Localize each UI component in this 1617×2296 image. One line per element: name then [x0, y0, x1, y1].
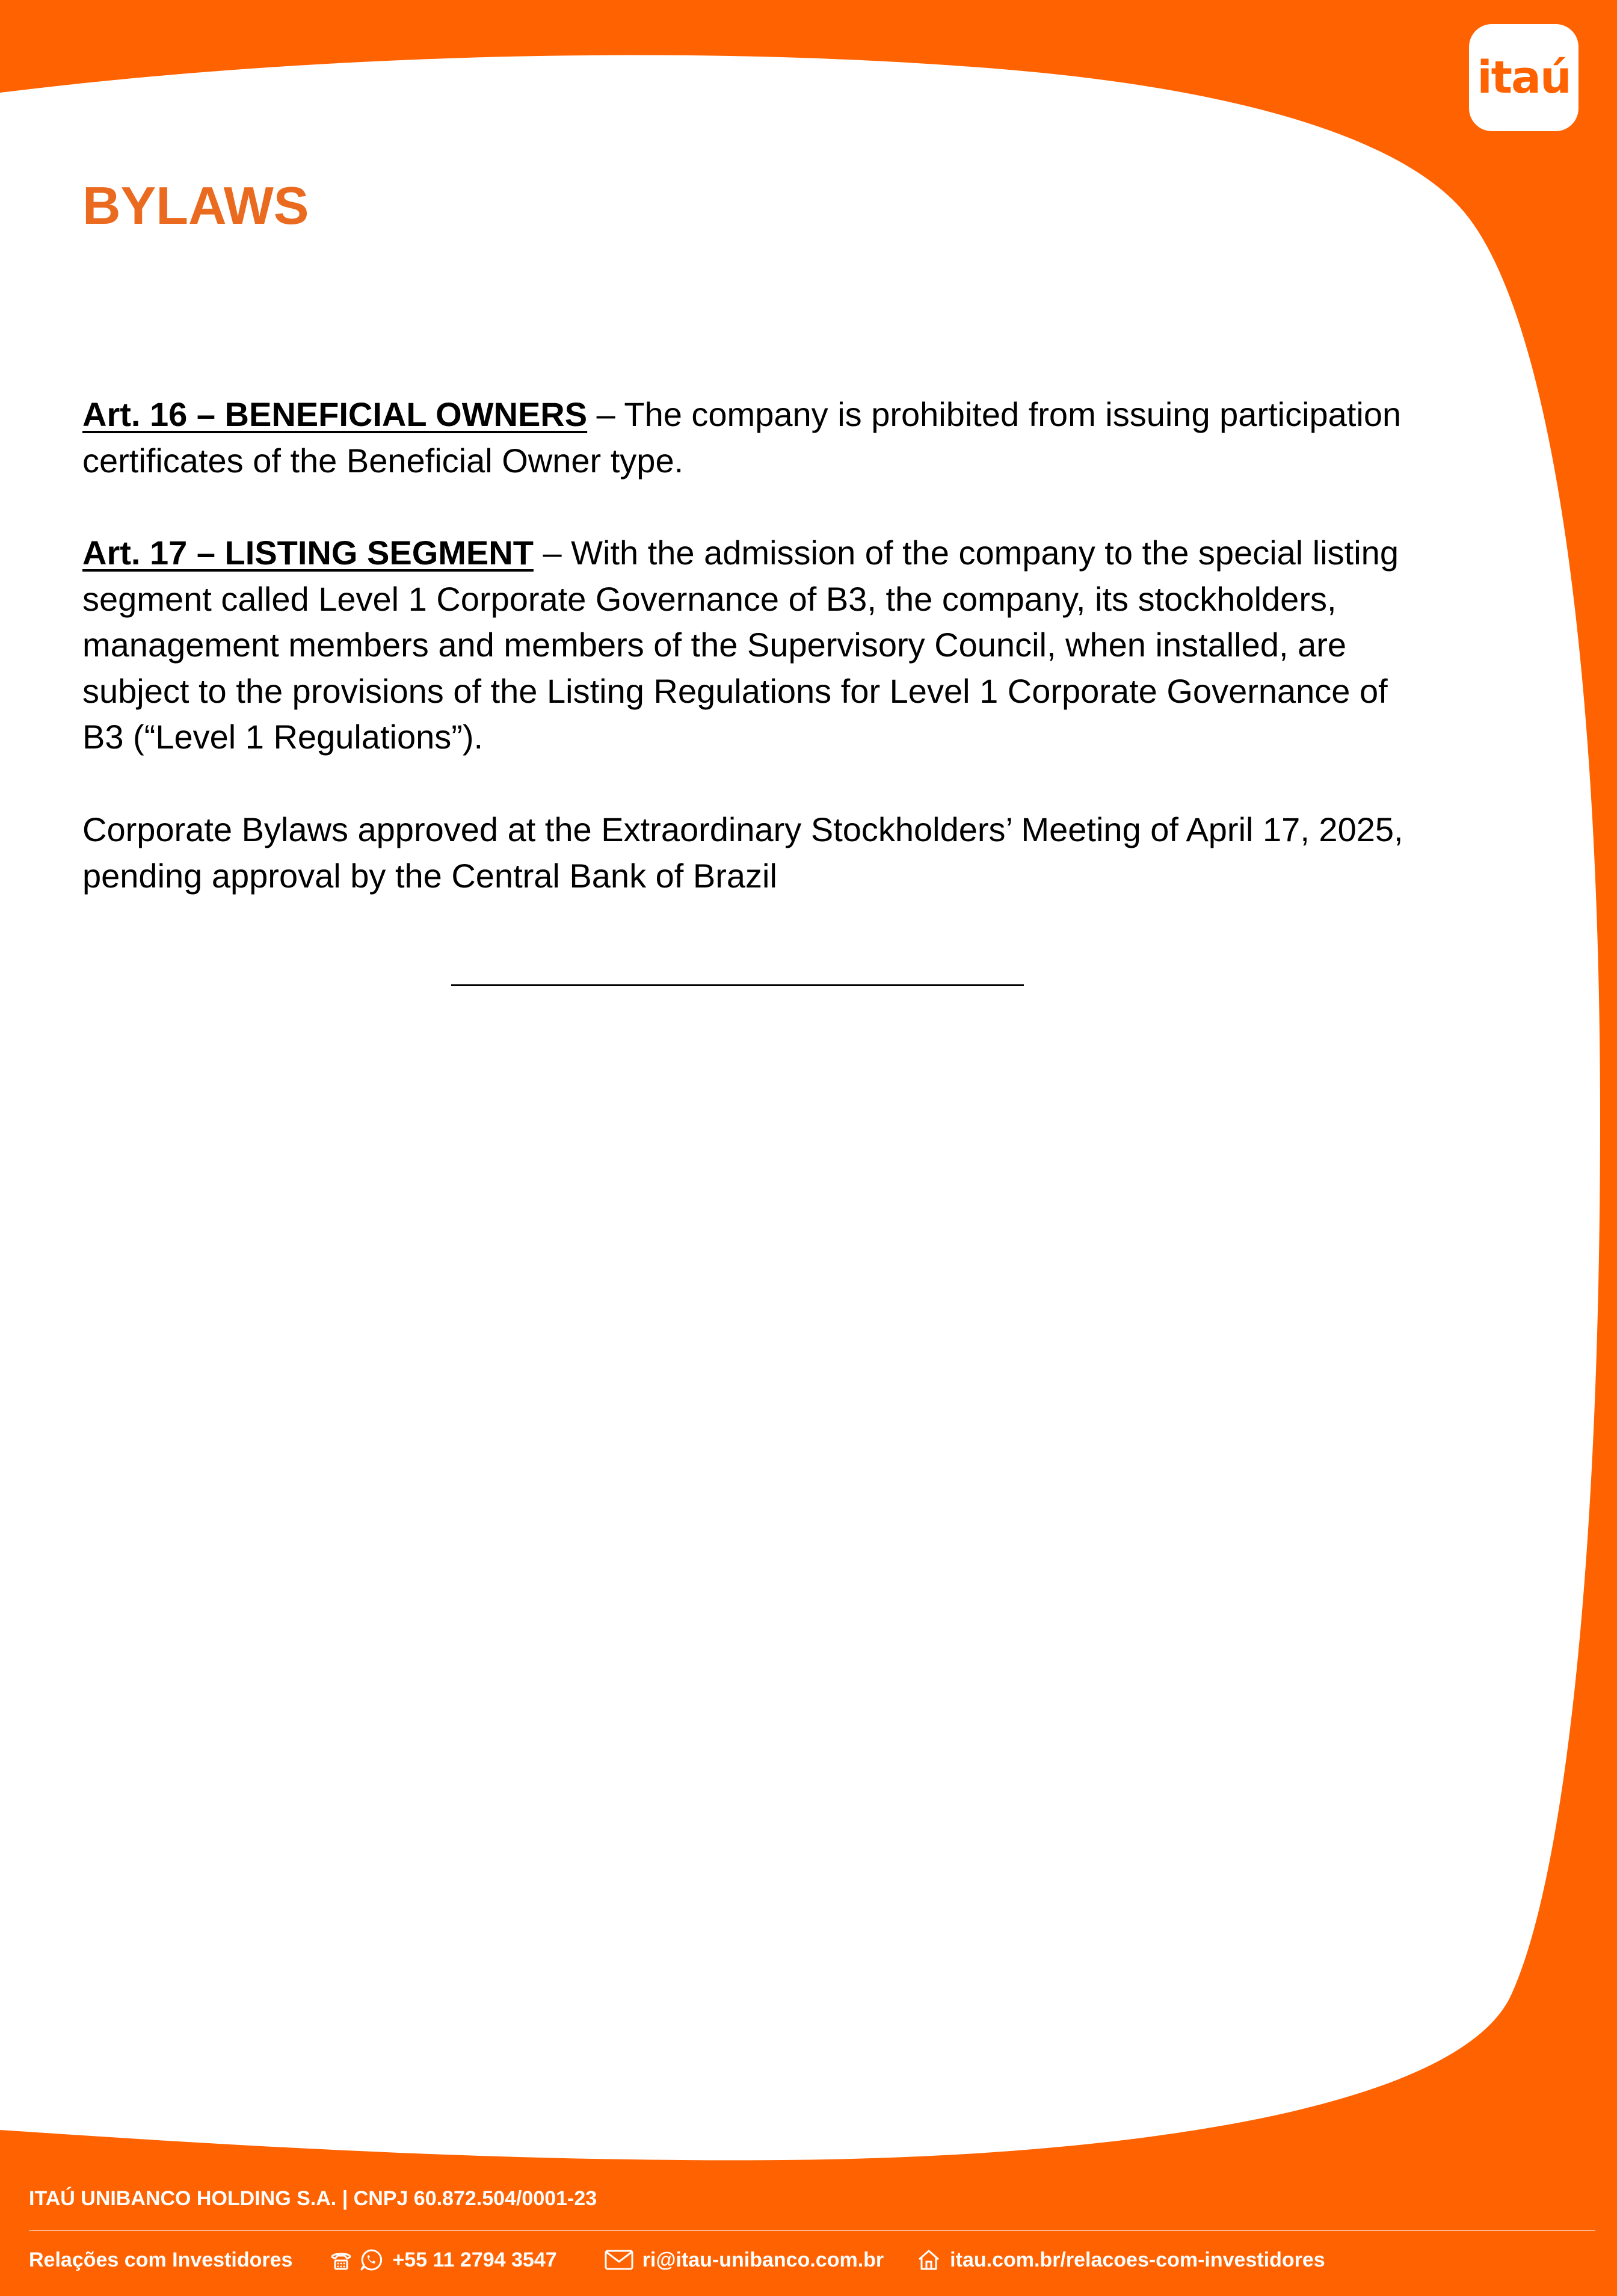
- article-16-body: – The company is prohibited from issuing participation certificates of the Beneficial Owner type.: [82, 395, 1402, 480]
- approval-note: Corporate Bylaws approved at the Extraordinary Stockholders’ Meeting of April 17, 2025, pending approval by the Central Bank of Brazil: [82, 810, 1403, 895]
- home-icon: [916, 2247, 941, 2273]
- phone-icon: [328, 2247, 354, 2273]
- article-17-body: – With the admission of the company to the special listing segment called Level 1 Corporate Governance of B3, the company, its stockholders, management members and members of the Supervisory Council, when installed, are subject to the provisions of the Listing Regulations for Level 1 Corporate Governance of B3 (“Level 1 Regulations”).: [82, 534, 1399, 756]
- footer-company: ITAÚ UNIBANCO HOLDING S.A. | CNPJ 60.872.504/0001-23: [29, 2187, 597, 2210]
- footer-phone-number: +55 11 2794 3547: [392, 2248, 557, 2271]
- footer-divider: [29, 2230, 1595, 2231]
- article-16: [82, 392, 1406, 484]
- investor-relations-label: Relações com Investidores: [29, 2248, 293, 2271]
- page-title: BYLAWS: [82, 176, 309, 235]
- mail-icon: [604, 2248, 634, 2272]
- footer-website[interactable]: [916, 2247, 1325, 2273]
- article-17-heading: Art. 17 – LISTING SEGMENT: [82, 534, 534, 572]
- footer-contacts: [29, 2243, 1325, 2277]
- footer-website-url: itau.com.br/relacoes-com-investidores: [950, 2248, 1325, 2271]
- article-17: [82, 530, 1406, 761]
- whatsapp-icon: [359, 2247, 384, 2273]
- itau-logo: itaú: [1469, 24, 1578, 131]
- article-16-heading: Art. 16 – BENEFICIAL OWNERS: [82, 395, 588, 433]
- signature-line: [451, 984, 1024, 986]
- footer-email[interactable]: [604, 2248, 884, 2272]
- footer-email-address: ri@itau-unibanco.com.br: [642, 2248, 884, 2271]
- footer-phone[interactable]: [328, 2247, 556, 2273]
